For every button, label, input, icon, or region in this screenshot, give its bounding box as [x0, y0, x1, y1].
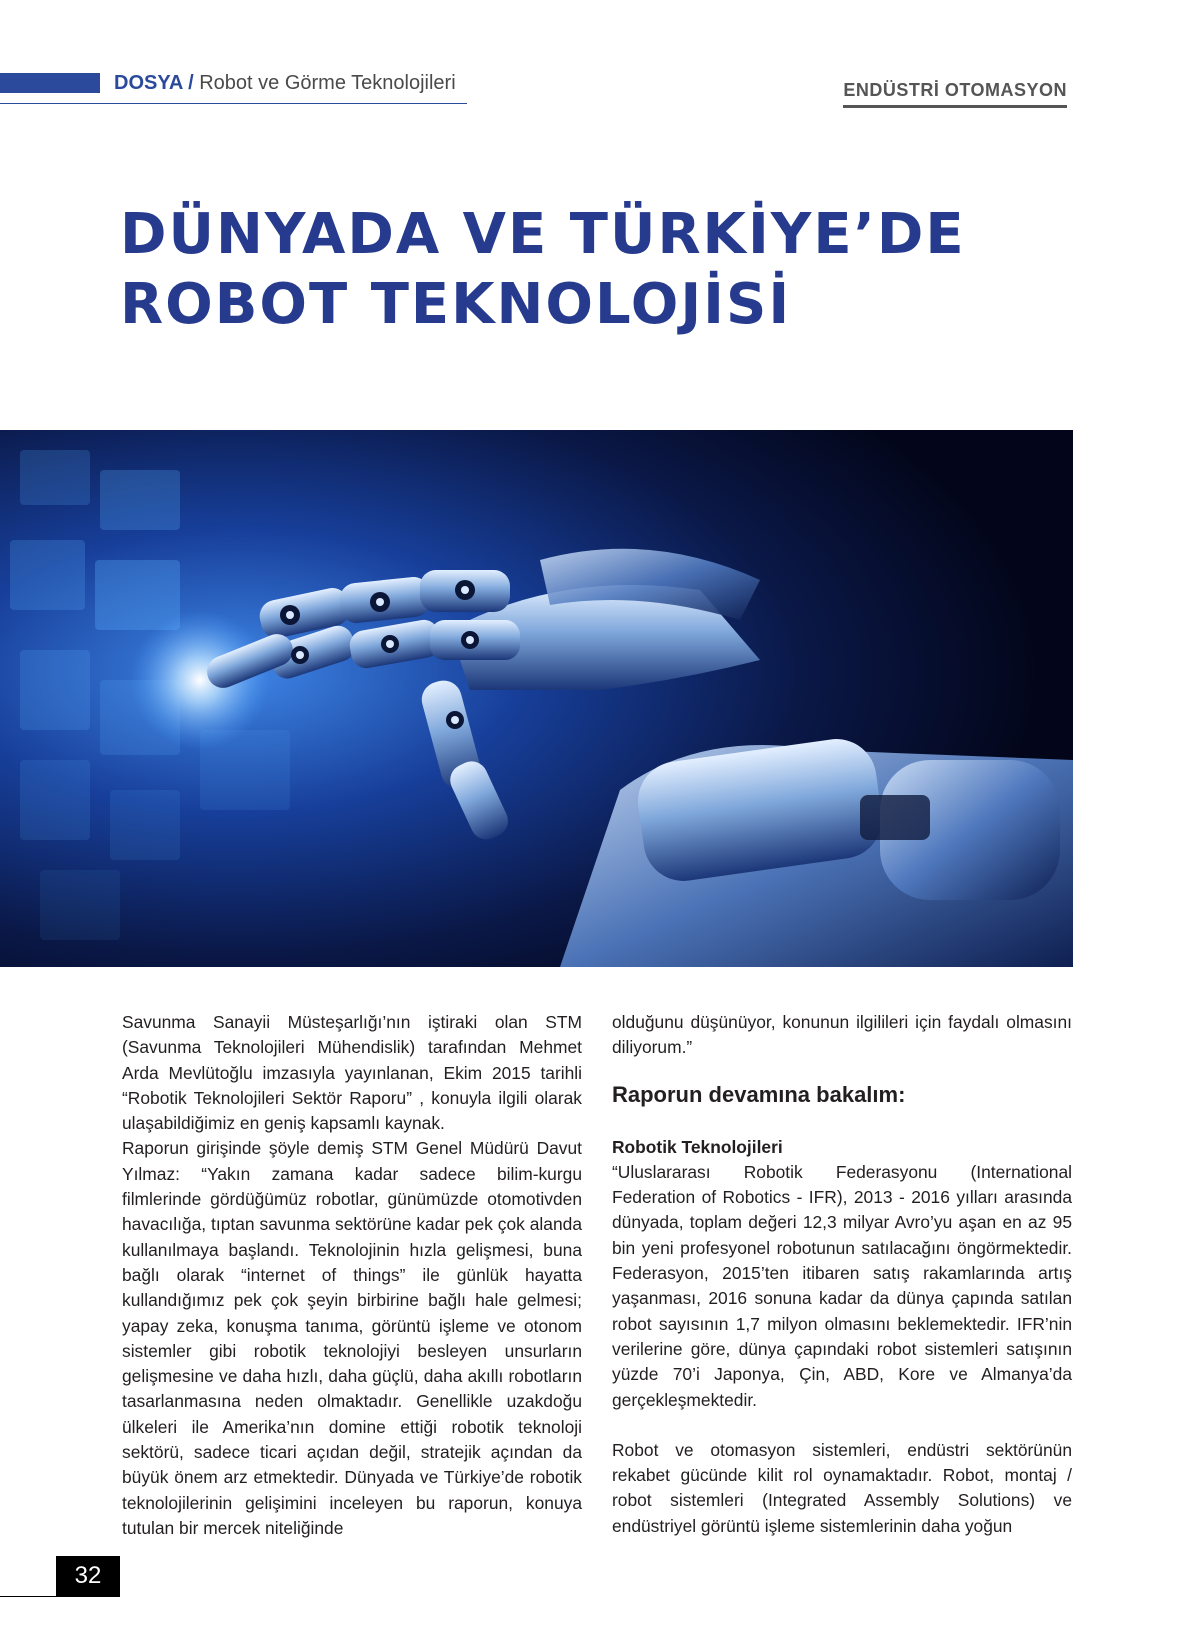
paragraph-gap: [612, 1413, 1072, 1438]
left-paragraph-1: Savunma Sanayii Müsteşarlığı’nın iştiraki olan STM (Savunma Teknolojileri Mühendislik) tarafından Mehmet Arda Mevlütoğlu imzasıyla yayınlanan, Ekim 2015 tarihli “Robotik Teknolojileri Sektör Raporu” , konuyla ilgili olarak ulaşabildiğimiz en geniş kapsamlı kaynak.: [122, 1012, 582, 1134]
header-rule: [0, 103, 467, 104]
article-column-left: [122, 1010, 582, 1541]
section-heading: Raporun devamına bakalım:: [612, 1081, 906, 1107]
header-topic: Robot ve Görme Teknolojileri: [199, 72, 456, 94]
page-title: [120, 200, 1080, 340]
left-paragraph-2: Raporun girişinde şöyle demiş STM Genel Müdürü Davut Yılmaz: “Yakın zamana kadar sadece bilim-kurgu filmlerinde gördüğümüz robotlar, günümüzde otomotivden havacılığa, tıptan savunma sektörüne kadar pek çok alanda kullanılmaya başlandı. Teknolojinin hızla gelişmesi, buna bağlı olarak “internet of things” ile günlük hayatta kullandığımız pek çok şeyin birbirine bağlı hale gelmesi; yapay zeka, konuşma tanıma, görüntü işleme ve otonom sistemler gibi robotik teknolojiyi besleyen unsurların gelişmesine ve daha hızlı, daha güçlü, daha akıllı robotların tasarlanmasına neden olmaktadır. Genellikle uzakdoğu ülkeleri ile Amerika’nın domine ettiği robotik teknoloji sektörü, sadece ticari açıdan değil, stratejik açından da büyük önem arz etmektedir. Dünyada ve Türkiye’de robotik teknolojilerinin gelişimini inceleyen bu raporun, konuya tutulan bir mercek niteliğinde: [122, 1138, 582, 1538]
page-number: 32: [56, 1556, 120, 1596]
hero-image-robot-hand: [0, 430, 1073, 967]
header-accent-bar: [0, 73, 100, 93]
right-paragraph-3: Robot ve otomasyon sistemleri, endüstri sektörünün rekabet gücünde kilit rol oynamaktadır. Robot, montaj / robot sistemleri (Integrated Assembly Solutions) ve endüstriyel görüntü işleme sistemlerinin daha yoğun: [612, 1439, 1072, 1536]
subheading: Robotik Teknolojileri: [612, 1136, 783, 1157]
magazine-name: ENDÜSTRİ OTOMASYON: [843, 80, 1067, 108]
header-section-label: [114, 72, 456, 95]
right-paragraph-1: olduğunu düşünüyor, konunun ilgilileri için faydalı olmasını diliyorum.”: [612, 1012, 1072, 1058]
title-line-2: ROBOT TEKNOLOJİSİ: [120, 272, 792, 337]
header-separator: /: [182, 72, 200, 94]
header-section: DOSYA: [114, 72, 183, 94]
right-paragraph-2: “Uluslararası Robotik Federasyonu (International Federation of Robotics - IFR), 2013 - 2016 yılları arasında dünyada, toplam değeri 12,3 milyar Avro’yu aşan en az 95 bin yeni profesyonel robotunun satılacağını öngörmektedir. Federasyon, 2015’ten itibaren satış rakamlarında artış yaşanması, 2016 sonuna kadar da dünya çapında satılan robot sayısının 1,7 milyon olmasını beklemektedir. IFR’nin verilerine göre, dünya çapındaki robot sistemleri satışının yüzde 70’i Japonya, Çin, ABD, Kore ve Almanya’da gerçekleşmektedir.: [612, 1161, 1072, 1410]
article-column-right: [612, 1010, 1072, 1539]
title-line-1: DÜNYADA VE TÜRKİYE’DE: [120, 202, 966, 267]
